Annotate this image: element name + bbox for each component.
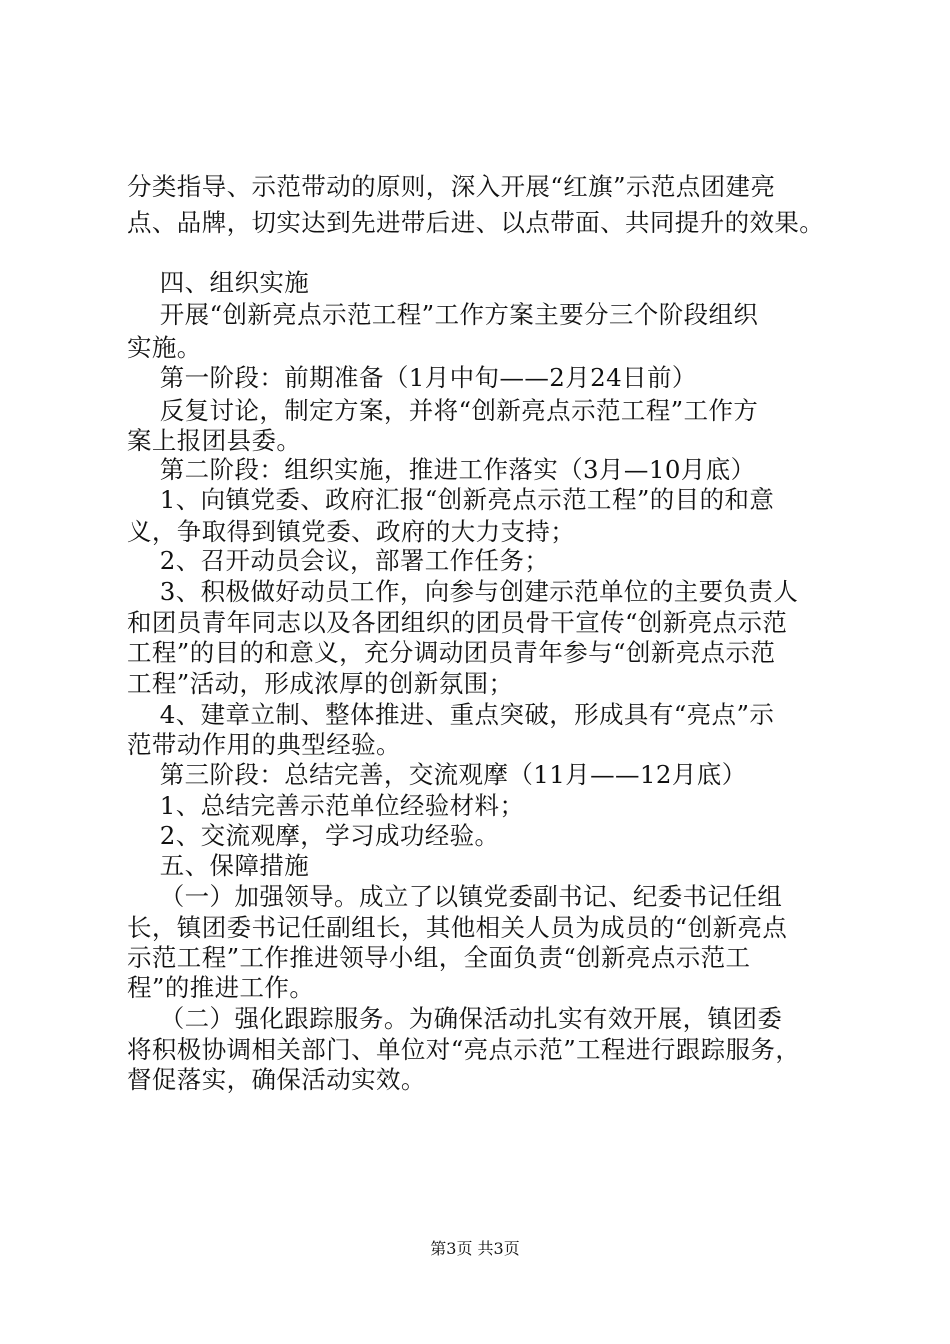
text-line: 3、积极做好动员工作，向参与创建示范单位的主要负责人	[127, 577, 799, 606]
text-line: 长，镇团委书记任副组长，其他相关人员为成员的“创新亮点	[127, 913, 788, 942]
section-heading: 五、保障措施	[127, 851, 310, 880]
text-line: 第一阶段：前期准备（1月中旬——2月24日前）	[127, 363, 697, 392]
text-line: 点、品牌，切实达到先进带后进、以点带面、共同提升的效果。	[127, 208, 825, 237]
text-line: 开展“创新亮点示范工程”工作方案主要分三个阶段组织	[127, 300, 759, 329]
text-line: 分类指导、示范带动的原则，深入开展“红旗”示范点团建亮	[127, 172, 776, 201]
text-line: 工程”的目的和意义，充分调动团员青年参与“创新亮点示范	[127, 638, 776, 667]
text-line: 第三阶段：总结完善，交流观摩（11月——12月底）	[127, 760, 747, 789]
text-line: 4、建章立制、整体推进、重点突破，形成具有“亮点”示	[127, 700, 775, 729]
text-line: 反复讨论，制定方案，并将“创新亮点示范工程”工作方	[127, 396, 759, 425]
section-heading: 四、组织实施	[127, 268, 310, 297]
text-line: 程”的推进工作。	[127, 973, 315, 1002]
text-line: 将积极协调相关部门、单位对“亮点示范”工程进行跟踪服务，	[127, 1035, 801, 1064]
text-line: 2、召开动员会议，部署工作任务；	[127, 546, 550, 575]
text-line: 1、总结完善示范单位经验材料；	[127, 791, 525, 820]
text-line: 工程”活动，形成浓厚的创新氛围；	[127, 669, 514, 698]
text-line: 第二阶段：组织实施，推进工作落实（3月—10月底）	[127, 455, 756, 484]
text-line: 督促落实，确保活动实效。	[127, 1065, 426, 1094]
text-line: （一）加强领导。成立了以镇党委副书记、纪委书记任组	[127, 882, 783, 911]
text-line: 范带动作用的典型经验。	[127, 730, 401, 759]
text-line: 义，争取得到镇党委、政府的大力支持；	[127, 517, 576, 546]
page-footer: 第3页 共3页	[430, 1239, 520, 1258]
text-line: 实施。	[127, 333, 202, 362]
text-line: 和团员青年同志以及各团组织的团员骨干宣传“创新亮点示范	[127, 608, 788, 637]
text-line: 示范工程”工作推进领导小组，全面负责“创新亮点示范工	[127, 943, 751, 972]
text-line: 1、向镇党委、政府汇报“创新亮点示范工程”的目的和意	[127, 485, 775, 514]
text-line: 2、交流观摩，学习成功经验。	[127, 821, 500, 850]
text-line: 案上报团县委。	[127, 426, 302, 455]
text-line: （二）强化跟踪服务。为确保活动扎实有效开展，镇团委	[127, 1004, 783, 1033]
